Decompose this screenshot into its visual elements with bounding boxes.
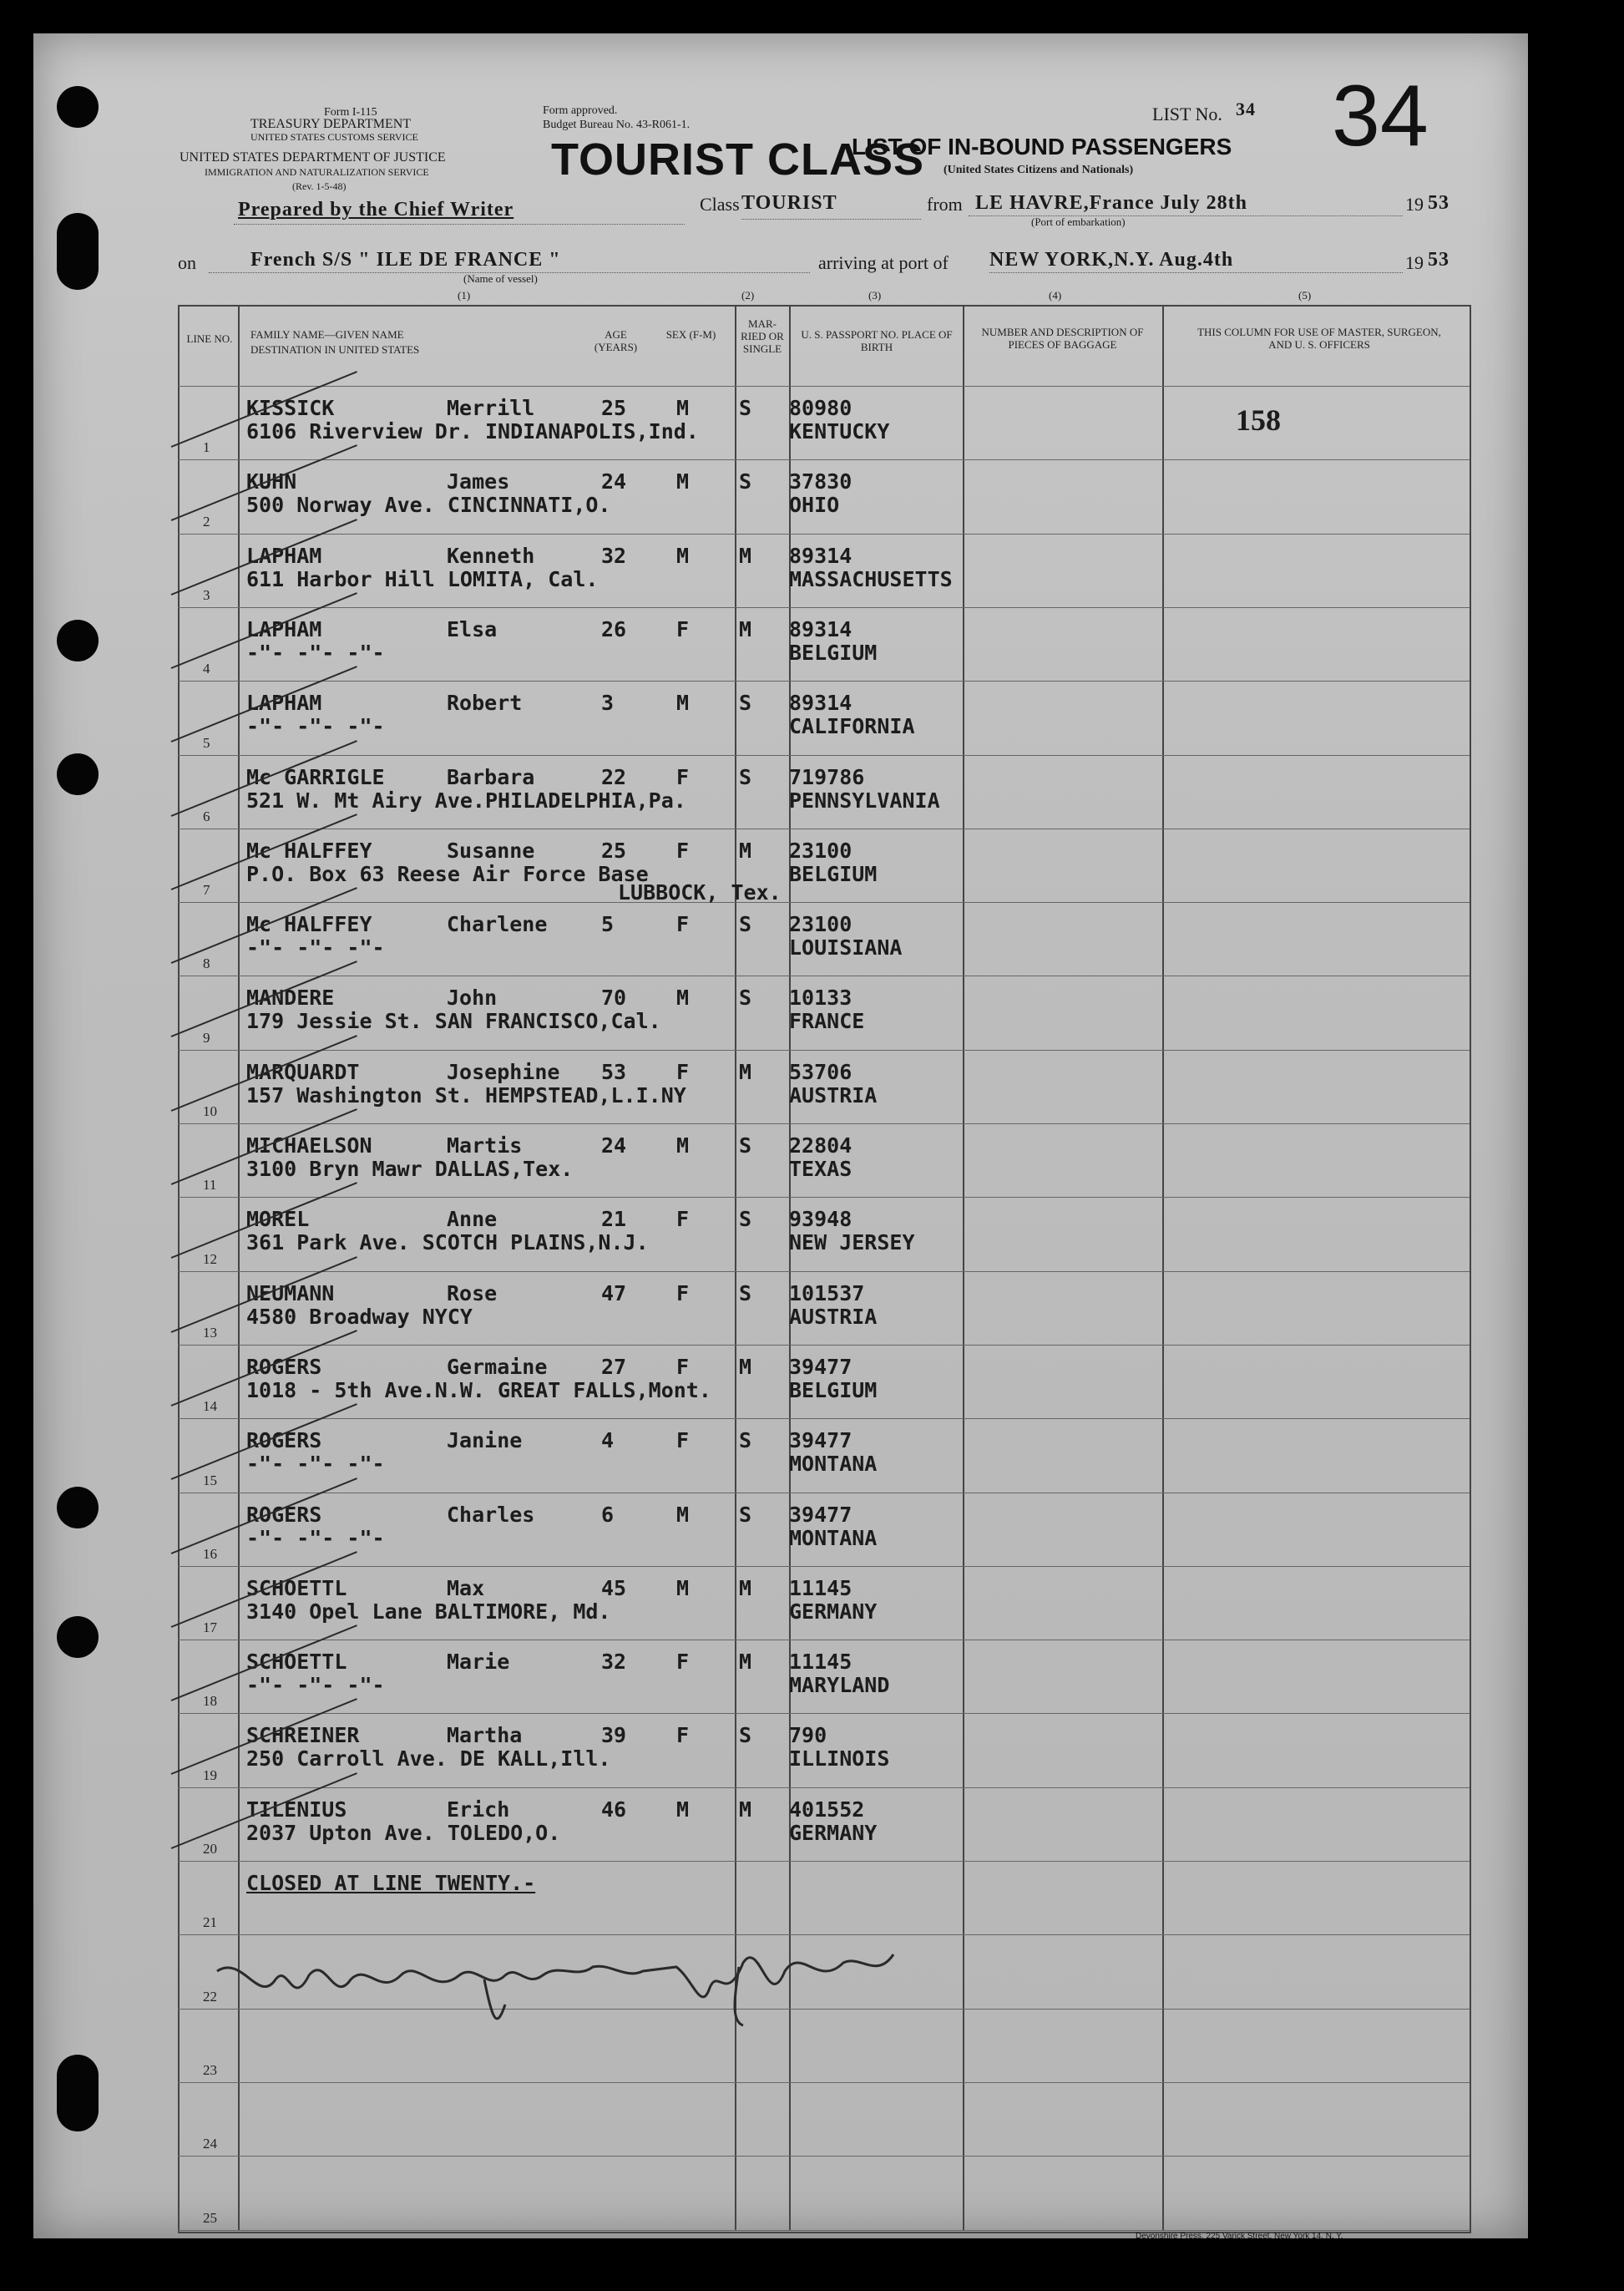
family-name: LAPHAM [246,616,322,641]
passport-no: 89314 [789,543,852,568]
line-number: 12 [203,1250,217,1267]
header-married: MAR-RIED OR SINGLE [741,317,784,355]
line-number: 24 [203,2136,217,2152]
passport-no: 23100 [789,838,852,863]
age: 6 [601,1502,615,1527]
age: 21 [601,1207,627,1232]
given-name: Erich [447,1797,510,1822]
officer-note: 158 [1236,403,1281,437]
line-number: 22 [203,1988,217,2005]
line-number: 7 [203,882,210,899]
family-name: ROGERS [246,1428,322,1453]
age: 39 [601,1723,627,1748]
destination: -"- -"- -"- [246,1525,385,1550]
line-number: 2 [203,513,210,530]
tourist-class-stamp: TOURIST CLASS [551,134,925,185]
given-name: Germaine [447,1354,548,1379]
sex: F [676,1650,690,1675]
destination-continued: LUBBOCK, Tex. [618,879,782,905]
sex: M [676,1575,690,1600]
col-number: (1) [458,289,471,302]
age: 53 [601,1059,627,1084]
marital-status: M [739,1650,752,1675]
family-name: MOREL [246,1207,310,1232]
given-name: Janine [447,1428,523,1453]
line-number: 20 [203,1841,217,1857]
budget-bureau: Budget Bureau No. 43-R061-1. [543,119,691,131]
age: 27 [601,1354,627,1379]
header-sex: SEX (F-M) [665,328,716,341]
marital-status: M [739,838,752,863]
family-name: SCHOETTL [246,1575,347,1600]
line-number: 14 [203,1398,217,1415]
family-name: KISSICK [246,396,335,420]
place-of-birth: BELGIUM [789,1377,878,1402]
age: 24 [601,469,627,494]
given-name: James [447,469,510,494]
col-number: (5) [1298,289,1312,302]
passport-no: 89314 [789,616,852,641]
place-of-birth: LOUISIANA [789,935,903,960]
department-of-justice: UNITED STATES DEPARTMENT OF JUSTICE [180,150,446,165]
marital-status: S [739,1502,752,1527]
destination: 6106 Riverview Dr. INDIANAPOLIS,Ind. [246,419,699,444]
given-name: Elsa [447,616,498,641]
sex: F [676,764,690,789]
family-name: MANDERE [246,986,335,1011]
passport-no: 53706 [789,1059,852,1084]
place-of-birth: MONTANA [789,1525,878,1550]
marital-status: S [739,1207,752,1232]
passport-no: 10133 [789,986,852,1011]
binder-hole [57,1487,99,1528]
family-name: MARQUARDT [246,1059,360,1084]
given-name: Charles [447,1502,535,1527]
line-number: 5 [203,734,210,751]
revision: (Rev. 1-5-48) [292,180,347,192]
place-of-birth: OHIO [789,493,840,518]
marital-status: S [739,1280,752,1305]
place-of-birth: BELGIUM [789,640,878,665]
destination: 611 Harbor Hill LOMITA, Cal. [246,566,599,591]
marital-status: M [739,543,752,568]
vessel-caption: (Name of vessel) [463,272,538,285]
passport-no: 93948 [789,1207,852,1232]
family-name: ROGERS [246,1502,322,1527]
passport-no: 11145 [789,1650,852,1675]
age: 25 [601,396,627,420]
sex: M [676,469,690,494]
destination: 3100 Bryn Mawr DALLAS,Tex. [246,1157,574,1181]
marital-status: M [739,1354,752,1379]
marital-status: S [739,1723,752,1748]
given-name: Max [447,1575,485,1600]
sex: F [676,1723,690,1748]
age: 5 [601,912,615,937]
marital-status: S [739,986,752,1011]
passport-no: 39477 [789,1502,852,1527]
line-number: 10 [203,1103,217,1119]
destination: 179 Jessie St. SAN FRANCISCO,Cal. [246,1009,661,1034]
line-number: 18 [203,1693,217,1710]
marital-status: M [739,1059,752,1084]
header-passport: U. S. PASSPORT NO. PLACE OF BIRTH [801,328,953,353]
line-number: 17 [203,1619,217,1636]
line-number: 1 [203,439,210,456]
binder-hole [57,213,99,290]
given-name: Susanne [447,838,535,863]
destination: -"- -"- -"- [246,935,385,960]
binder-hole [57,86,99,128]
col-number: (2) [741,289,755,302]
family-name: LAPHAM [246,543,322,568]
family-name: SCHREINER [246,1723,360,1748]
passport-no: 39477 [789,1354,852,1379]
line-number: 8 [203,955,210,972]
sex: M [676,396,690,420]
destination: -"- -"- -"- [246,714,385,739]
given-name: Robert [447,691,523,716]
passport-no: 401552 [789,1797,865,1822]
binder-hole [57,1616,99,1658]
place-of-birth: MASSACHUSETTS [789,566,953,591]
destination: 250 Carroll Ave. DE KALL,Ill. [246,1746,611,1771]
place-of-birth: MARYLAND [789,1673,890,1698]
family-name: Mc GARRIGLE [246,764,385,789]
sex: F [676,1059,690,1084]
arrival-value: NEW YORK,N.Y. Aug.4th [989,249,1234,271]
family-name: Mc HALFFEY [246,912,372,937]
age: 22 [601,764,627,789]
list-subtitle: (United States Citizens and Nationals) [944,164,1134,176]
marital-status: M [739,616,752,641]
age: 26 [601,616,627,641]
sex: M [676,986,690,1011]
sex: F [676,1428,690,1453]
form-id: Form I-115 [324,106,377,119]
from-label: from [927,194,963,215]
family-name: KUHN [246,469,297,494]
destination: 500 Norway Ave. CINCINNATI,O. [246,493,611,518]
age: 4 [601,1428,615,1453]
passport-no: 101537 [789,1280,865,1305]
passport-no: 22804 [789,1133,852,1158]
passport-no: 790 [789,1723,827,1748]
marital-status: S [739,396,752,420]
sex: F [676,616,690,641]
age: 24 [601,1133,627,1158]
destination: 4580 Broadway NYCY [246,1304,473,1329]
place-of-birth: GERMANY [789,1820,878,1845]
sex: F [676,912,690,937]
list-no-handwritten: 34 [1332,68,1429,165]
family-name: TILENIUS [246,1797,347,1822]
header-age: AGE (YEARS) [594,328,638,353]
passport-no: 37830 [789,469,852,494]
header-destination: DESTINATION IN UNITED STATES [250,343,420,356]
age: 70 [601,986,627,1011]
given-name: Martha [447,1723,523,1748]
immigration-service: IMMIGRATION AND NATURALIZATION SERVICE [205,166,429,178]
sex: M [676,1797,690,1822]
line-number: 15 [203,1472,217,1488]
binder-hole [57,620,99,661]
destination: -"- -"- -"- [246,1452,385,1477]
given-name: Josephine [447,1059,560,1084]
destination: 157 Washington St. HEMPSTEAD,L.I.NY [246,1082,686,1107]
passport-no: 89314 [789,691,852,716]
embarkation-value: LE HAVRE,France July 28th [975,192,1247,214]
place-of-birth: TEXAS [789,1157,852,1181]
place-of-birth: CALIFORNIA [789,714,915,739]
destination: 1018 - 5th Ave.N.W. GREAT FALLS,Mont. [246,1377,711,1402]
list-no-label: LIST No. [1152,104,1222,124]
year-prefix: 19 [1405,194,1424,215]
line-number: 25 [203,2209,217,2226]
line-number: 4 [203,661,210,677]
line-number: 6 [203,808,210,824]
destination: 361 Park Ave. SCOTCH PLAINS,N.J. [246,1230,649,1255]
place-of-birth: PENNSYLVANIA [789,788,940,813]
marital-status: S [739,764,752,789]
marital-status: M [739,1575,752,1600]
sex: F [676,1354,690,1379]
year-value: 53 [1428,249,1449,271]
family-name: SCHOETTL [246,1650,347,1675]
line-number: 23 [203,2061,217,2078]
sex: M [676,691,690,716]
col-number: (3) [868,289,882,302]
place-of-birth: GERMANY [789,1599,878,1624]
age: 47 [601,1280,627,1305]
destination: -"- -"- -"- [246,640,385,665]
destination: 521 W. Mt Airy Ave.PHILADELPHIA,Pa. [246,788,686,813]
place-of-birth: NEW JERSEY [789,1230,915,1255]
header-officers: THIS COLUMN FOR USE OF MASTER, SURGEON, AND U. S. OFFICERS [1197,326,1441,351]
family-name: MICHAELSON [246,1133,372,1158]
port-caption: (Port of embarkation) [1031,215,1126,228]
inspector-signature [209,1929,902,2030]
sex: M [676,1502,690,1527]
header-family-name: FAMILY NAME—GIVEN NAME [250,328,404,341]
sex: M [676,1133,690,1158]
given-name: Martis [447,1133,523,1158]
list-no-typed: 34 [1236,99,1256,119]
family-name: LAPHAM [246,691,322,716]
family-name: CLOSED AT LINE TWENTY.- [246,1871,536,1895]
marital-status: S [739,912,752,937]
year-value: 53 [1428,192,1449,214]
place-of-birth: KENTUCKY [789,419,890,444]
on-label: on [178,252,196,273]
sex: F [676,1207,690,1232]
binder-hole [57,753,99,795]
line-number: 16 [203,1545,217,1562]
department: TREASURY DEPARTMENT [250,117,412,131]
marital-status: S [739,1133,752,1158]
form-approved: Form approved. [543,104,618,117]
place-of-birth: AUSTRIA [789,1082,878,1107]
family-name: NEUMANN [246,1280,335,1305]
passport-no: 719786 [789,764,865,789]
given-name: Merrill [447,396,535,420]
line-number: 19 [203,1766,217,1783]
given-name: Anne [447,1207,498,1232]
destination: -"- -"- -"- [246,1673,385,1698]
line-number: 9 [203,1029,210,1046]
arriving-label: arriving at port of [818,252,949,273]
age: 32 [601,543,627,568]
marital-status: S [739,691,752,716]
list-title: LIST OF IN-BOUND PASSENGERS [852,134,1232,160]
binder-hole [57,2055,99,2131]
given-name: Marie [447,1650,510,1675]
age: 32 [601,1650,627,1675]
line-number: 21 [203,1914,217,1931]
header-baggage: NUMBER AND DESCRIPTION OF PIECES OF BAGGAGE [981,326,1144,351]
line-number: 11 [203,1177,217,1194]
passport-no: 11145 [789,1575,852,1600]
family-name: Mc HALFFEY [246,838,372,863]
given-name: Charlene [447,912,548,937]
sex: F [676,1280,690,1305]
line-number: 13 [203,1324,217,1341]
marital-status: M [739,1797,752,1822]
vessel-value: French S/S " ILE DE FRANCE " [250,249,561,271]
place-of-birth: BELGIUM [789,861,878,886]
header-line-no: LINE NO. [186,332,233,345]
class-value: TOURIST [741,192,837,214]
destination: 3140 Opel Lane BALTIMORE, Md. [246,1599,611,1624]
place-of-birth: MONTANA [789,1452,878,1477]
place-of-birth: FRANCE [789,1009,865,1034]
marital-status: S [739,1428,752,1453]
given-name: Kenneth [447,543,535,568]
given-name: Rose [447,1280,498,1305]
age: 25 [601,838,627,863]
family-name: ROGERS [246,1354,322,1379]
year-prefix: 19 [1405,252,1424,273]
age: 3 [601,691,615,716]
class-label: Class [700,194,740,215]
destination: P.O. Box 63 Reese Air Force Base [246,861,649,886]
sex: F [676,838,690,863]
given-name: Barbara [447,764,535,789]
passport-no: 23100 [789,912,852,937]
age: 46 [601,1797,627,1822]
printer-footer: Devonshire Press, 225 Varick Street, New York 14, N. Y. [1136,2232,1343,2241]
passport-no: 39477 [789,1428,852,1453]
age: 45 [601,1575,627,1600]
marital-status: S [739,469,752,494]
customs-service: UNITED STATES CUSTOMS SERVICE [250,131,418,143]
col-number: (4) [1049,289,1062,302]
destination: 2037 Upton Ave. TOLEDO,O. [246,1820,561,1845]
prepared-by: Prepared by the Chief Writer [238,199,514,220]
passport-no: 80980 [789,396,852,420]
given-name: John [447,986,498,1011]
place-of-birth: AUSTRIA [789,1304,878,1329]
line-number: 3 [203,586,210,603]
place-of-birth: ILLINOIS [789,1746,890,1771]
sex: M [676,543,690,568]
